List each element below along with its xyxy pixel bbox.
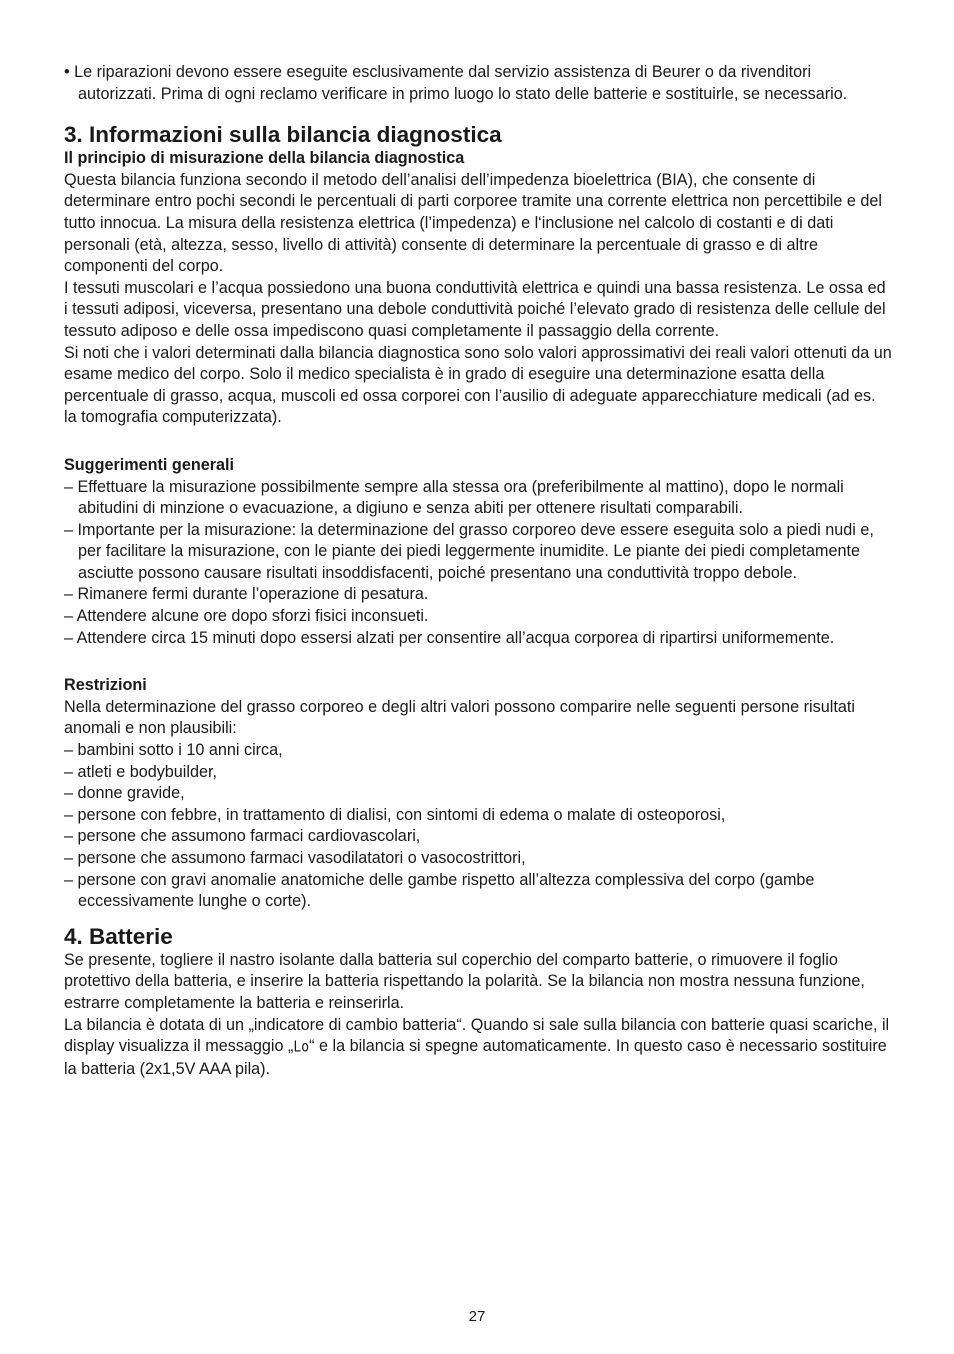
section-3-paragraph-1: Questa bilancia funziona secondo il metodo dell’analisi dell’impedenza bioelettrica (BIA), che consente di determinare entro pochi secondi le percentuali di parti corporee tramite una corrente elettrica non percettibile e del tutto innocua. La misura della resistenza elettrica (l’impedenza) e l‘inclusione nel calcolo di costanti e di dati personali (età, altezza, sesso, livello di attività) consente di determinare la percentuale di grasso e di altre componenti del corpo. (64, 170, 882, 276)
restrictions-intro: Nella determinazione del grasso corporeo e degli altri valori possono comparire nelle seguenti persone risultati anomali e non plausibili: (64, 697, 855, 738)
list-item: – persone con febbre, in trattamento di dialisi, con sintomi di edema o malate di osteoporosi, (64, 805, 726, 824)
restrictions-title: Restrizioni (64, 676, 147, 695)
list-item: – bambini sotto i 10 anni circa, (64, 741, 283, 760)
section-3-paragraph-3: Si noti che i valori determinati dalla bilancia diagnostica sono solo valori approssimativi dei reali valori ottenuti da un esame medico del corpo. Solo il medico specialista è in grado di eseguire una determinazione esatta della percentuale di grasso, acqua, muscoli ed ossa corporei con l’ausilio di adeguate apparecchiature medicali (ad es. la tomografia computerizzata). (64, 343, 892, 427)
section-3 (64, 121, 892, 913)
list-item: – persone che assumono farmaci vasodilatatori o vasocostrittori, (64, 849, 526, 867)
list-item: – Rimanere fermi durante l’operazione di pesatura. (64, 585, 429, 604)
list-item: – atleti e bodybuilder, (64, 762, 217, 781)
section-4-paragraph-1: Se presente, togliere il nastro isolante dalla batteria sul coperchio del comparto batterie, o rimuovere il foglio protettivo della batteria, e inserire la batteria rispettando la polarità. Se la bilancia non mostra nessuna funzione, estrarre completamente la batteria e reinserirla. (64, 950, 865, 1012)
section-4-title: 4. Batterie (64, 923, 173, 949)
section-4 (64, 923, 892, 1081)
page-number: 27 (468, 1308, 486, 1325)
list-item: – Attendere alcune ore dopo sforzi fisici inconsueti. (64, 607, 429, 626)
list-item: – persone con gravi anomalie anatomiche delle gambe rispetto all’altezza complessiva del corpo (gambe eccessivamente lunghe o corte). (64, 870, 815, 911)
list-item: – Importante per la misurazione: la determinazione del grasso corporeo deve essere eseguita solo a piedi nudi e, per facilitare la misurazione, con le piante dei piedi leggermente inumidite. Le piante dei piedi completamente asciutte possono causare risultati insoddisfacenti, poiché presentano una conduttività troppo debole. (64, 520, 874, 582)
tips-list (64, 477, 892, 650)
list-item: – donne gravide, (64, 784, 185, 803)
para2-before: La bilancia è dotata di un „indicatore di cambio batteria“. Quando si sale sulla bilancia con batterie quasi scariche, il display visualizza il messaggio „ (64, 1015, 890, 1056)
para2-after: “ e la bilancia si spegne automaticamente. In questo caso è necessario sostituire la batteria (2x1,5V AAA pila). (64, 1037, 887, 1078)
section-4-paragraph-2 (64, 1015, 892, 1081)
list-item: – Attendere circa 15 minuti dopo essersi alzati per consentire all’acqua corporea di ripartirsi uniformemente. (64, 628, 835, 647)
intro-bullet: • Le riparazioni devono essere eseguite esclusivamente dal servizio assistenza di Beurer o da rivenditori autorizzati. Prima di ogni reclamo verificare in primo luogo lo stato delle batterie e sostituirle, se necessario. (64, 63, 848, 103)
section-3-title: 3. Informazioni sulla bilancia diagnostica (64, 122, 502, 148)
section-3-subtitle: Il principio di misurazione della bilancia diagnostica (64, 149, 465, 168)
list-item: – persone che assumono farmaci cardiovascolari, (64, 827, 421, 846)
document-page (64, 62, 892, 1080)
restrictions-list (64, 740, 892, 913)
section-3-paragraph-2: I tessuti muscolari e l’acqua possiedono una buona conduttività elettrica e quindi una bassa resistenza. Le ossa ed i tessuti adiposi, viceversa, presentano una debole conduttività poiché l’elevato grado di resistenza delle cellule del tessuto adiposo e delle ossa impediscono quasi completamente il passaggio della corrente. (64, 278, 886, 340)
display-code-lo: Lo (293, 1038, 310, 1057)
tips-title: Suggerimenti generali (64, 455, 235, 474)
list-item: – Effettuare la misurazione possibilmente sempre alla stessa ora (preferibilmente al mattino), dopo le normali abitudini di minzione o evacuazione, a digiuno e senza abiti per ottenere risultati comparabili. (64, 477, 844, 518)
